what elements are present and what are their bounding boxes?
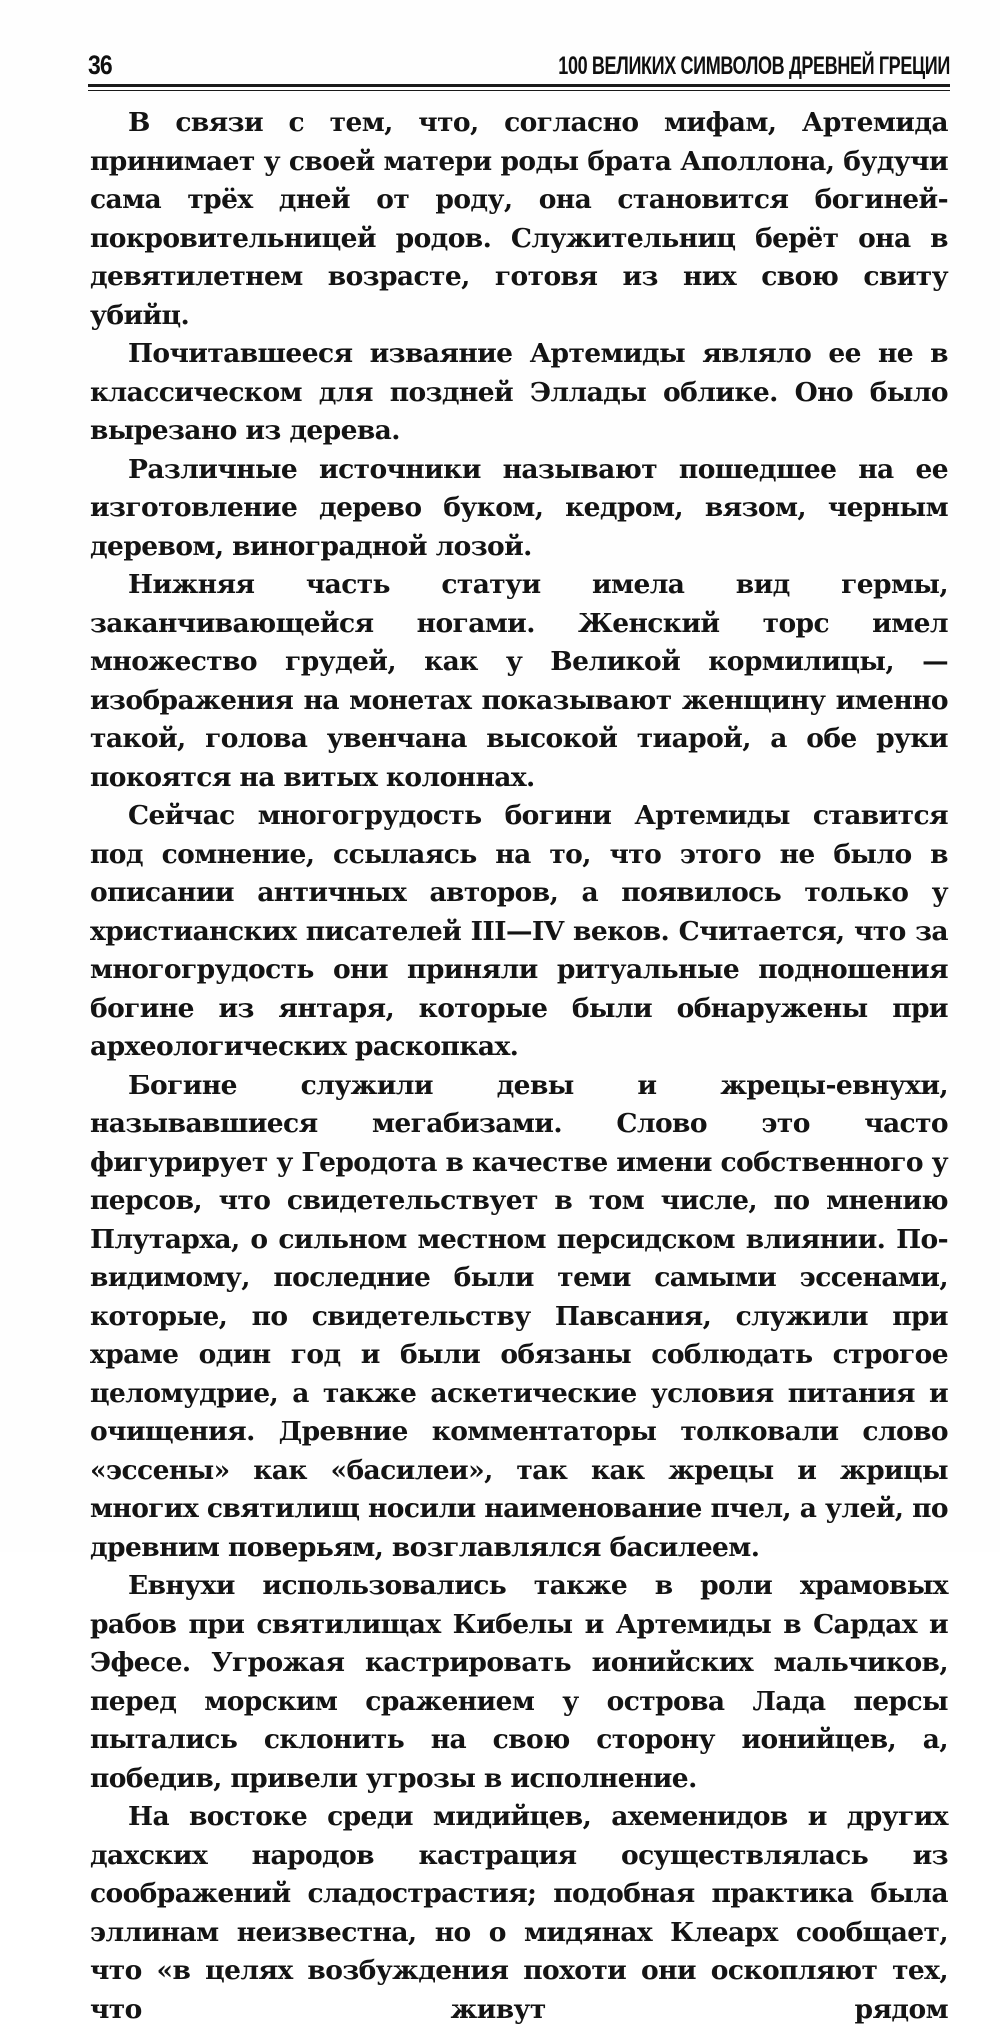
paragraph: В связи с тем, что, согласно мифам, Артемида принимает у своей матери роды брата Аполлона, будучи сама трёх дней от роду, она становится богиней-покровительницей родов. Служительниц берёт она в девятилетнем возрасте, готовя из них свою свиту убийц. <box>90 107 948 331</box>
paragraph: Богине служили девы и жрецы-евнухи, называвшиеся мегабизами. Слово это часто фигурирует у Геродота в качестве имени собственного у персов, что свидетельствует в том числе, по мнению Плутарха, о сильном местном персидском влиянии. По-видимому, последние были теми самыми эссенами, которые, по свидетельству Павсания, служили при храме один год и были обязаны соблюдать строгое целомудрие, а также аскетические условия питания и очищения. Древние комментаторы толковали слово «эссены» как «басилеи», так как жрецы и жрицы многих святилищ носили наименование пчел, а улей, по древним поверьям, возглавлялся басилеем. <box>90 1069 948 1563</box>
header-rule-thick <box>88 84 950 87</box>
paragraph: Почитавшееся изваяние Артемиды являло ее не в классическом для поздней Эллады облике. Оно было вырезано из дерева. <box>90 338 948 446</box>
page-number: 36 <box>88 50 112 80</box>
paragraph: На востоке среди мидийцев, ахеменидов и других дахских народов кастрация осуществлялась из соображений сладострастия; подобная практика была эллинам неизвестна, но о мидянах Клеарх сообщает, что «в целях возбуждения похоти они оскопляют тех, что живут рядом <box>90 1801 948 2025</box>
book-title: 100 ВЕЛИКИХ СИМВОЛОВ ДРЕВНЕЙ ГРЕЦИИ <box>558 52 950 80</box>
paragraph: Евнухи использовались также в роли храмовых рабов при святилищах Кибелы и Артемиды в Сардах и Эфесе. Угрожая кастрировать ионийских мальчиков, перед морским сражением у острова Лада персы пытались склонить на свою сторону ионийцев, а, победив, привели угрозы в исполнение. <box>90 1570 948 1794</box>
running-header <box>88 48 950 82</box>
header-rule-thin <box>88 90 950 91</box>
body-text <box>90 104 948 2029</box>
paragraph: Нижняя часть статуи имела вид гермы, заканчивающейся ногами. Женский торс имел множество грудей, как у Великой кормилицы, — изображения на монетах показывают женщину именно такой, голова увенчана высокой тиарой, а обе руки покоятся на витых колоннах. <box>90 569 948 793</box>
paragraph: Сейчас многогрудость богини Артемиды ставится под сомнение, ссылаясь на то, что этого не было в описании античных авторов, а появилось только у христианских писателей III—IV веков. Считается, что за многогрудость они приняли ритуальные подношения богине из янтаря, которые были обнаружены при археологических раскопках. <box>90 800 948 1062</box>
paragraph: Различные источники называют пошедшее на ее изготовление дерево буком, кедром, вязом, черным деревом, виноградной лозой. <box>90 453 948 562</box>
